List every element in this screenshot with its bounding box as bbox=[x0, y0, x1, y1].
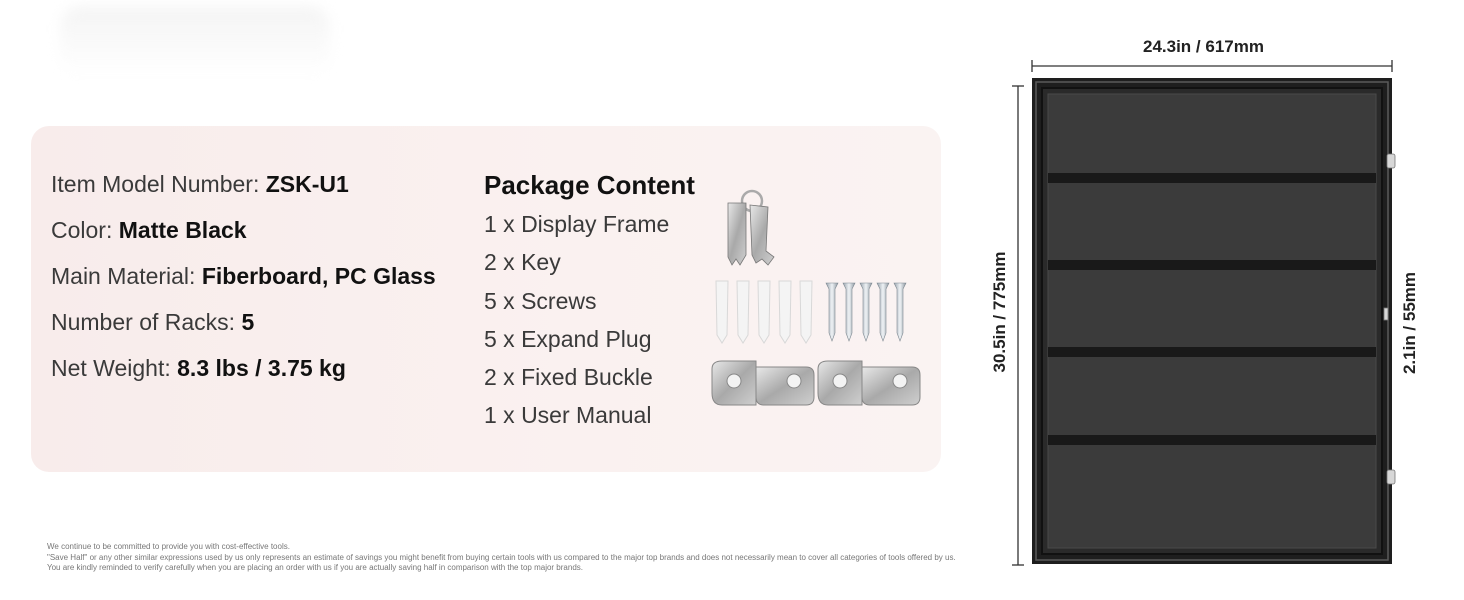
spec-label: Item Model Number: bbox=[51, 171, 266, 197]
package-item: 5 x Screws bbox=[484, 287, 597, 314]
display-frame-illustration bbox=[980, 30, 1440, 590]
disclaimer-line: "Save Half" or any other similar expressions used by us only represents an estimate of savings you might benefit from buying certain tools with us compared to the major top brands and does not necessarily mean to cover all categories of tools offered by us. bbox=[47, 552, 956, 562]
package-item: 2 x Fixed Buckle bbox=[484, 364, 653, 391]
faded-header-area bbox=[60, 6, 330, 76]
spec-list bbox=[51, 168, 436, 398]
keys-icon bbox=[728, 191, 774, 265]
spec-weight bbox=[51, 352, 436, 398]
expand-plug-icon bbox=[716, 281, 812, 343]
package-item: 1 x User Manual bbox=[484, 402, 652, 429]
spec-label: Color: bbox=[51, 217, 119, 243]
disclaimer-line: We continue to be committed to provide you with cost-effective tools. bbox=[47, 542, 290, 551]
spec-model-number bbox=[51, 168, 436, 214]
spec-label: Main Material: bbox=[51, 263, 202, 289]
height-dimension-label: 30.5in / 775mm bbox=[990, 251, 1009, 373]
spec-value: Fiberboard, PC Glass bbox=[201, 263, 436, 289]
spec-label: Number of Racks: bbox=[51, 309, 242, 335]
display-frame bbox=[1032, 78, 1392, 564]
package-item: 1 x Display Frame bbox=[484, 211, 670, 237]
spec-label: Net Weight: bbox=[51, 355, 178, 381]
package-item: 5 x Expand Plug bbox=[484, 325, 652, 352]
spec-value: ZSK-U1 bbox=[265, 171, 349, 197]
spec-value: 5 bbox=[241, 309, 255, 335]
package-content bbox=[484, 169, 695, 437]
fixed-buckle-icon bbox=[712, 361, 920, 405]
parts-illustration bbox=[706, 185, 936, 415]
disclaimer bbox=[47, 542, 956, 574]
spec-color bbox=[51, 214, 436, 260]
width-dimension-label: 24.3in / 617mm bbox=[1143, 37, 1264, 56]
spec-material bbox=[51, 260, 436, 306]
package-item: 2 x Key bbox=[484, 249, 561, 276]
height-dimension-line bbox=[1012, 86, 1024, 565]
screw-icon bbox=[826, 283, 906, 341]
width-dimension-line bbox=[1032, 60, 1392, 72]
package-title: Package Content bbox=[484, 170, 695, 200]
depth-dimension-label: 2.1in / 55mm bbox=[1400, 271, 1419, 375]
spec-racks bbox=[51, 306, 436, 352]
spec-value: Matte Black bbox=[118, 217, 247, 243]
disclaimer-line: You are kindly reminded to verify carefully when you are placing an order with us if you are actually saving half in comparison with the top major brands. bbox=[47, 563, 583, 572]
spec-value: 8.3 lbs / 3.75 kg bbox=[177, 355, 346, 381]
